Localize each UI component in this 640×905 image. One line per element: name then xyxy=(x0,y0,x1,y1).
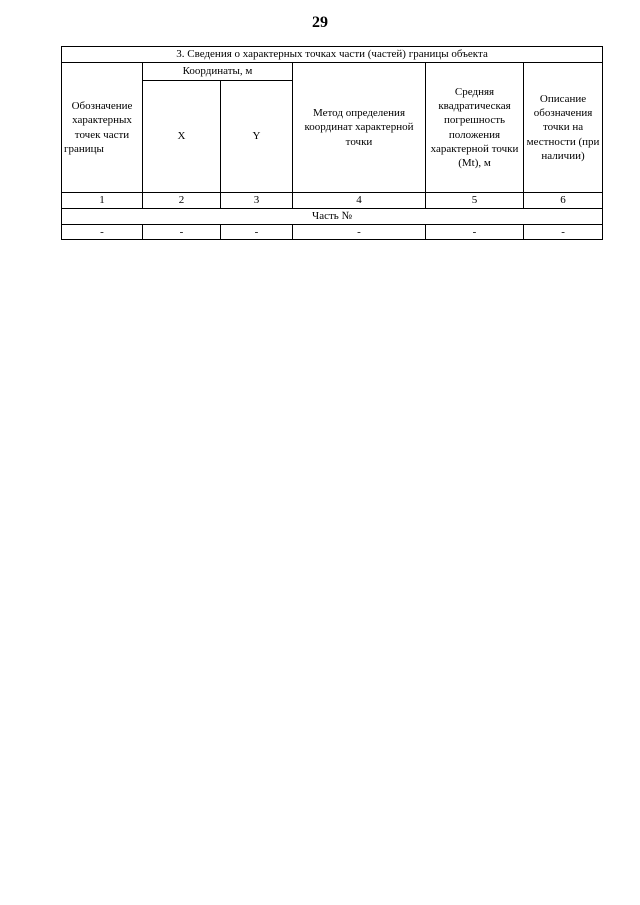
header-x: X xyxy=(143,81,221,193)
column-number: 3 xyxy=(221,193,293,209)
column-number: 4 xyxy=(293,193,426,209)
empty-cell: - xyxy=(426,225,524,240)
header-point-designation: Обозначение характерных точек части границы xyxy=(62,63,143,193)
empty-cell: - xyxy=(293,225,426,240)
empty-cell: - xyxy=(221,225,293,240)
header-coordinates: Координаты, м xyxy=(143,63,293,81)
column-number-row xyxy=(62,193,603,209)
header-method: Метод определения координат характерной точки xyxy=(293,63,426,193)
header-mean-error: Средняя квадратическая погрешность положения характерной точки (Mt), м xyxy=(426,63,524,193)
header-description: Описание обозначения точки на местности (при наличии) xyxy=(524,63,603,193)
column-number: 1 xyxy=(62,193,143,209)
empty-cell: - xyxy=(524,225,603,240)
empty-cell: - xyxy=(143,225,221,240)
empty-cell: - xyxy=(62,225,143,240)
column-number: 2 xyxy=(143,193,221,209)
header-y: Y xyxy=(221,81,293,193)
page-number: 29 xyxy=(312,14,328,31)
column-number: 5 xyxy=(426,193,524,209)
characteristic-points-table xyxy=(61,46,603,240)
table-row xyxy=(62,225,603,240)
column-number: 6 xyxy=(524,193,603,209)
section-title: 3. Сведения о характерных точках части (частей) границы объекта xyxy=(62,47,603,63)
part-label: Часть № xyxy=(62,209,603,225)
